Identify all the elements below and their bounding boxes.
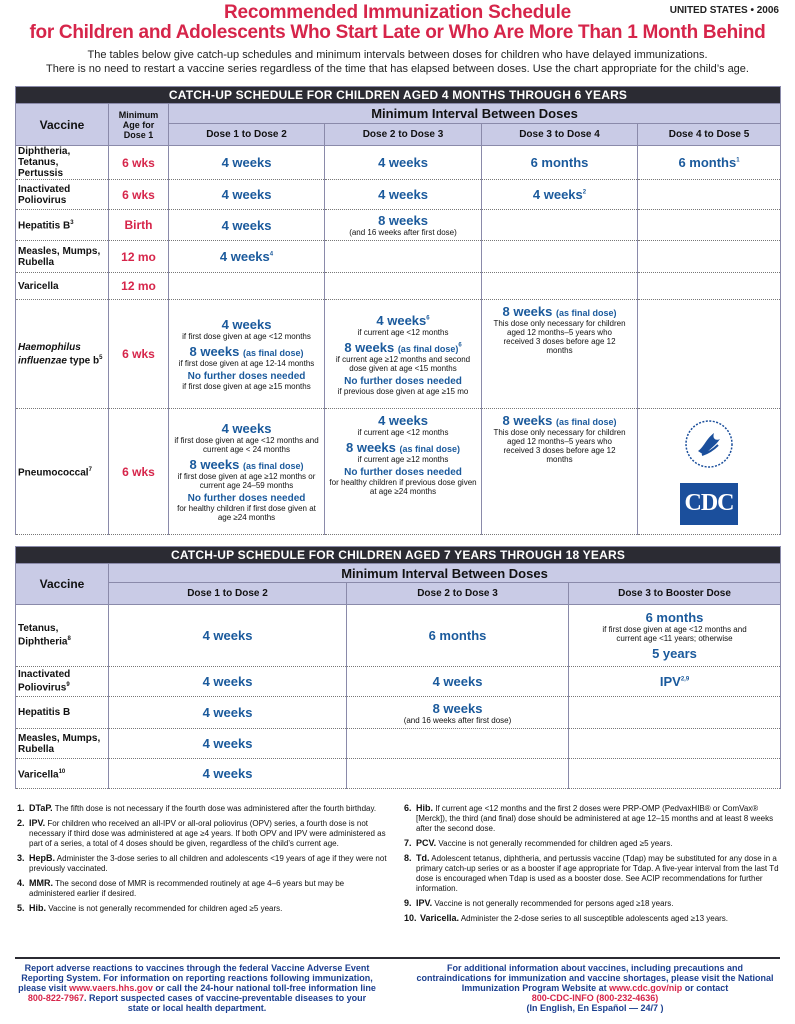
table-row: Measles, Mumps, Rubella 12 mo 4 weeks$^4$ xyxy=(16,241,781,273)
table2-col-d23: Dose 2 to Dose 3 xyxy=(347,583,569,605)
vaccine-pcv: Pneumococcal$^7$ xyxy=(16,409,109,535)
footnotes-left xyxy=(17,803,392,918)
vaccine-td: Tetanus, Diphtheria$^8$ xyxy=(16,605,109,667)
footnote: 1. DTaP. The fifth dose is not necessary if the fourth dose was administered after the fourth birthday. xyxy=(17,803,377,813)
vaers-phone: 800-822-7967 xyxy=(27,993,84,1003)
intro-text: The tables below give catch-up schedules and minimum intervals between doses for children who have delayed immunizations. There is no need to restart a vaccine series regardless of the time that has elapsed between doses. Use the chart appropriate for the child’s age. xyxy=(46,49,749,75)
footnote: 6. Hib. If current age <12 months and the first 2 doses were PRP-OMP (PedvaxHIB® or ComVax® [Merck]), the third (and final) dose should be administered at age 12–15 months and at least 8 weeks after the second dose. xyxy=(404,803,774,833)
table-row: Inactivated Poliovirus$^9$ 4 weeks 4 weeks IPV$^{2,9}$ xyxy=(16,667,781,697)
hhs-eagle-logo-icon xyxy=(684,419,734,469)
footnote: 7. PCV. Vaccine is not generally recommended for children aged ≥5 years. xyxy=(404,838,673,848)
table2-col-d3b: Dose 3 to Booster Dose xyxy=(569,583,781,605)
table2-col-vaccine: Vaccine xyxy=(16,564,109,605)
footer-left: Report adverse reactions to vaccines through the federal Vaccine Adverse Event Reporting System. For information on reporting reactions following immunization, please visit www.vaers.hhs.gov or call the 24-hour national toll-free information line 800-822-7967. Report suspected cases of vaccine-preventable diseases to your state or local health department. xyxy=(18,963,376,1013)
table1-col-d23: Dose 2 to Dose 3 xyxy=(325,124,482,146)
page-title: Recommended Immunization Schedule xyxy=(223,2,572,23)
table1-banner: CATCH-UP SCHEDULE FOR CHILDREN AGED 4 MONTHS THROUGH 6 YEARS xyxy=(16,87,781,104)
vaccine-hepb-older: Hepatitis B xyxy=(16,697,109,729)
table1-col-d45: Dose 4 to Dose 5 xyxy=(638,124,781,146)
cdc-info-phone: 800-CDC-INFO (800-232-4636) xyxy=(531,993,659,1003)
vaers-link[interactable]: www.vaers.hhs.gov xyxy=(69,983,153,993)
footer-right: For additional information about vaccines, including precautions and contraindications for immunization and vaccine shortages, please visit the National Immunization Program Website at www.cdc.gov/nip or contact 800-CDC-INFO (800-232-4636) (In English, En Español — 24/7 ) xyxy=(416,963,774,1013)
footnotes-right xyxy=(404,803,780,928)
catchup-table-4mo-6yr xyxy=(15,86,781,535)
vaccine-hib: Haemophilus influenzae type $b^5$ xyxy=(16,300,109,409)
footnote: 9. IPV. Vaccine is not generally recommended for persons aged ≥18 years. xyxy=(404,898,674,908)
country-year: UNITED STATES • 2006 xyxy=(669,5,779,16)
vaccine-mmr: Measles, Mumps, Rubella xyxy=(16,241,109,273)
table-row: Measles, Mumps, Rubella 4 weeks xyxy=(16,729,781,759)
table1-col-d12: Dose 1 to Dose 2 xyxy=(169,124,325,146)
table-row: Varicella 12 mo xyxy=(16,273,781,300)
table-row: Hepatitis $B^3$ Birth 4 weeks 8 weeks (and 16 weeks after first dose) xyxy=(16,210,781,241)
cdc-logo-icon: CDC xyxy=(680,483,738,525)
footnote: 4. MMR. The second dose of MMR is recommended routinely at age 4–6 years but may be administered earlier if desired. xyxy=(17,878,345,898)
footnote: 8. Td. Adolescent tetanus, diphtheria, and pertussis vaccine (Tdap) may be substituted for any dose in a primary catch-up series or as a booster if age appropriate for Tdap. A five-year interval from the last Td dose is encouraged when Tdap is used as a booster dose. See ACIP recommendations for further information. xyxy=(404,853,779,893)
vaccine-mmr-older: Measles, Mumps, Rubella xyxy=(16,729,109,759)
footnote: 10. Varicella. Administer the 2-dose series to all susceptible adolescents aged ≥13 years. xyxy=(404,913,729,923)
vaccine-ipv-older: Inactivated Poliovirus$^9$ xyxy=(16,667,109,697)
table-row: Varicella$^{10}$ 4 weeks xyxy=(16,759,781,789)
footer-divider xyxy=(15,957,780,959)
table1-col-interval: Minimum Interval Between Doses xyxy=(169,104,781,124)
page-subtitle: for Children and Adolescents Who Start Late or Who Are More Than 1 Month Behind xyxy=(29,22,766,43)
footnote: 3. HepB. Administer the 3-dose series to all children and adolescents <19 years of age if they were not previously vaccinated. xyxy=(17,853,387,873)
vaccine-hepb: Hepatitis $B^3$ xyxy=(16,210,109,241)
table2-col-d12: Dose 1 to Dose 2 xyxy=(109,583,347,605)
nip-link[interactable]: www.cdc.gov/nip xyxy=(609,983,683,993)
table-row: Pneumococcal$^7$ 6 wks 4 weeks if first dose given at age <12 months and current age < 24 months 8 weeks (as final dose) if first dose given at age ≥12 months or current age 24–59 months No further doses needed for healthy children if first dose given at age ≥24 months 4 weeks if current age <12 months 8 weeks (as final dose) if current age ≥12 months No further doses needed for healthy children if previous dose given at age ≥24 months 8 weeks (as final dose) This dose only necessary for children aged 12 months–5 years who received 3 doses before age 12 months CDC xyxy=(16,409,781,535)
table-row: Haemophilus influenzae type $b^5$ 6 wks 4 weeks if first dose given at age <12 months 8 weeks (as final dose) if first dose given at age 12-14 months No further doses needed if first dose given at age ≥15 months 4 weeks$^6$ if current age <12 months 8 weeks (as final dose)$^6$ if current age ≥12 months and second dose given at age <15 months No further doses needed if previous dose given at age ≥15 mo 8 weeks (as final dose) This dose only necessary for children aged 12 months–5 years who received 3 doses before age 12 months xyxy=(16,300,781,409)
footnote: 2. IPV. For children who received an all-IPV or all-oral poliovirus (OPV) series, a fourth dose is not necessary if third dose was administered at age ≥4 years. If both OPV and IPV were administered as part of a series, a total of 4 doses should be given, regardless of the child’s current age. xyxy=(17,818,386,848)
vaccine-varicella: Varicella xyxy=(16,273,109,300)
table1-col-vaccine: Vaccine xyxy=(16,104,109,146)
footnote: 5. Hib. Vaccine is not generally recommended for children aged ≥5 years. xyxy=(17,903,283,913)
vaccine-varicella-older: Varicella$^{10}$ xyxy=(16,759,109,789)
vaccine-ipv: Inactivated Poliovirus xyxy=(16,180,109,210)
table2-col-interval: Minimum Interval Between Doses xyxy=(109,564,781,583)
table1-col-d34: Dose 3 to Dose 4 xyxy=(482,124,638,146)
table-row: Hepatitis B 4 weeks 8 weeks (and 16 weeks after first dose) xyxy=(16,697,781,729)
table-row: Diphtheria, Tetanus, Pertussis 6 wks 4 weeks 4 weeks 6 months 6 months$^1$ xyxy=(16,146,781,180)
table-row: Tetanus, Diphtheria$^8$ 4 weeks 6 months 6 months if first dose given at age <12 months and current age <11 years; otherwise 5 years xyxy=(16,605,781,667)
table1-col-min-age: Minimum Age for Dose 1 xyxy=(109,104,169,146)
catchup-table-7yr-18yr xyxy=(15,546,781,789)
table-row: Inactivated Poliovirus 6 wks 4 weeks 4 weeks 4 weeks$^2$ xyxy=(16,180,781,210)
vaccine-dtap: Diphtheria, Tetanus, Pertussis xyxy=(16,146,109,180)
table2-banner: CATCH-UP SCHEDULE FOR CHILDREN AGED 7 YEARS THROUGH 18 YEARS xyxy=(16,547,781,564)
